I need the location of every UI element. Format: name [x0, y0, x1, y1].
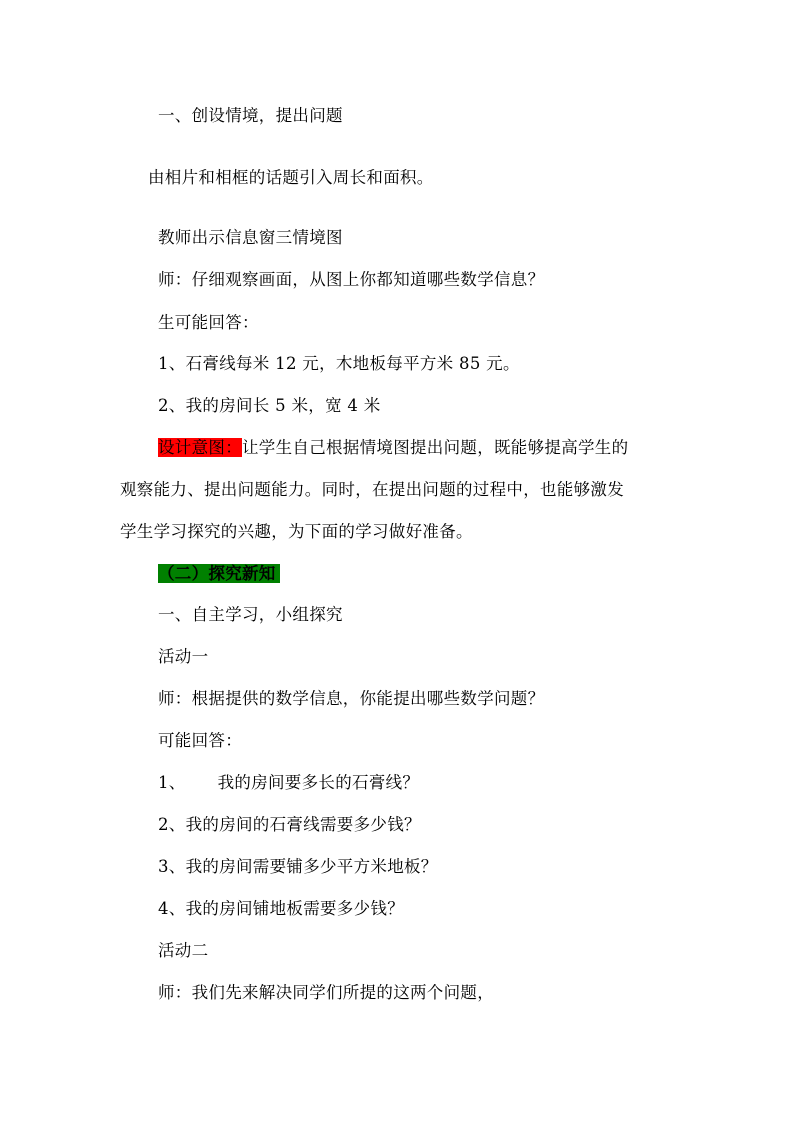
- paragraph-teacher-question: 师：仔细观察画面，从图上你都知道哪些数学信息？: [158, 270, 545, 289]
- activity-two-label: 活动二: [158, 941, 209, 960]
- list-item-info-2: 2、我的房间长 5 米，宽 4 米: [158, 396, 381, 415]
- design-intent-label: 设计意图：: [158, 438, 242, 457]
- section-heading-explore: [158, 563, 280, 585]
- section-heading-label: （二）探究新知: [158, 564, 280, 583]
- question-item-3: 3、我的房间需要铺多少平方米地板？: [158, 857, 438, 876]
- paragraph-teacher-solve: 师：我们先来解决同学们所提的这两个问题，: [158, 983, 494, 1002]
- paragraph-teacher-question-2: 师：根据提供的数学信息，你能提出哪些数学问题？: [158, 689, 545, 708]
- activity-one-label: 活动一: [158, 647, 209, 666]
- paragraph-possible-answer: 可能回答：: [158, 731, 242, 750]
- paragraph-intro: 由相片和相框的话题引入周长和面积。: [148, 168, 434, 187]
- heading-create-situation: 一、创设情境，提出问题: [158, 106, 343, 125]
- question-item-2: 2、我的房间的石膏线需要多少钱？: [158, 815, 421, 834]
- design-intent-text-2: 观察能力、提出问题能力。同时，在提出问题的过程中，也能够激发: [120, 480, 624, 499]
- design-intent-paragraph: [158, 437, 628, 459]
- question-text-1: 我的房间要多长的石膏线？: [217, 773, 420, 792]
- question-number-1: 1、: [158, 773, 186, 792]
- design-intent-text-3: 学生学习探究的兴趣，为下面的学习做好准备。: [120, 522, 473, 541]
- heading-self-study: 一、自主学习，小组探究: [158, 605, 343, 624]
- paragraph-teacher-shows: 教师出示信息窗三情境图: [158, 228, 343, 247]
- question-item-1: [158, 772, 419, 794]
- paragraph-student-answer: 生可能回答：: [158, 313, 259, 332]
- design-intent-text-1: 让学生自己根据情境图提出问题，既能够提高学生的: [242, 438, 629, 457]
- question-item-4: 4、我的房间铺地板需要多少钱？: [158, 899, 404, 918]
- list-item-info-1: 1、石膏线每米 12 元，木地板每平方米 85 元。: [158, 354, 520, 373]
